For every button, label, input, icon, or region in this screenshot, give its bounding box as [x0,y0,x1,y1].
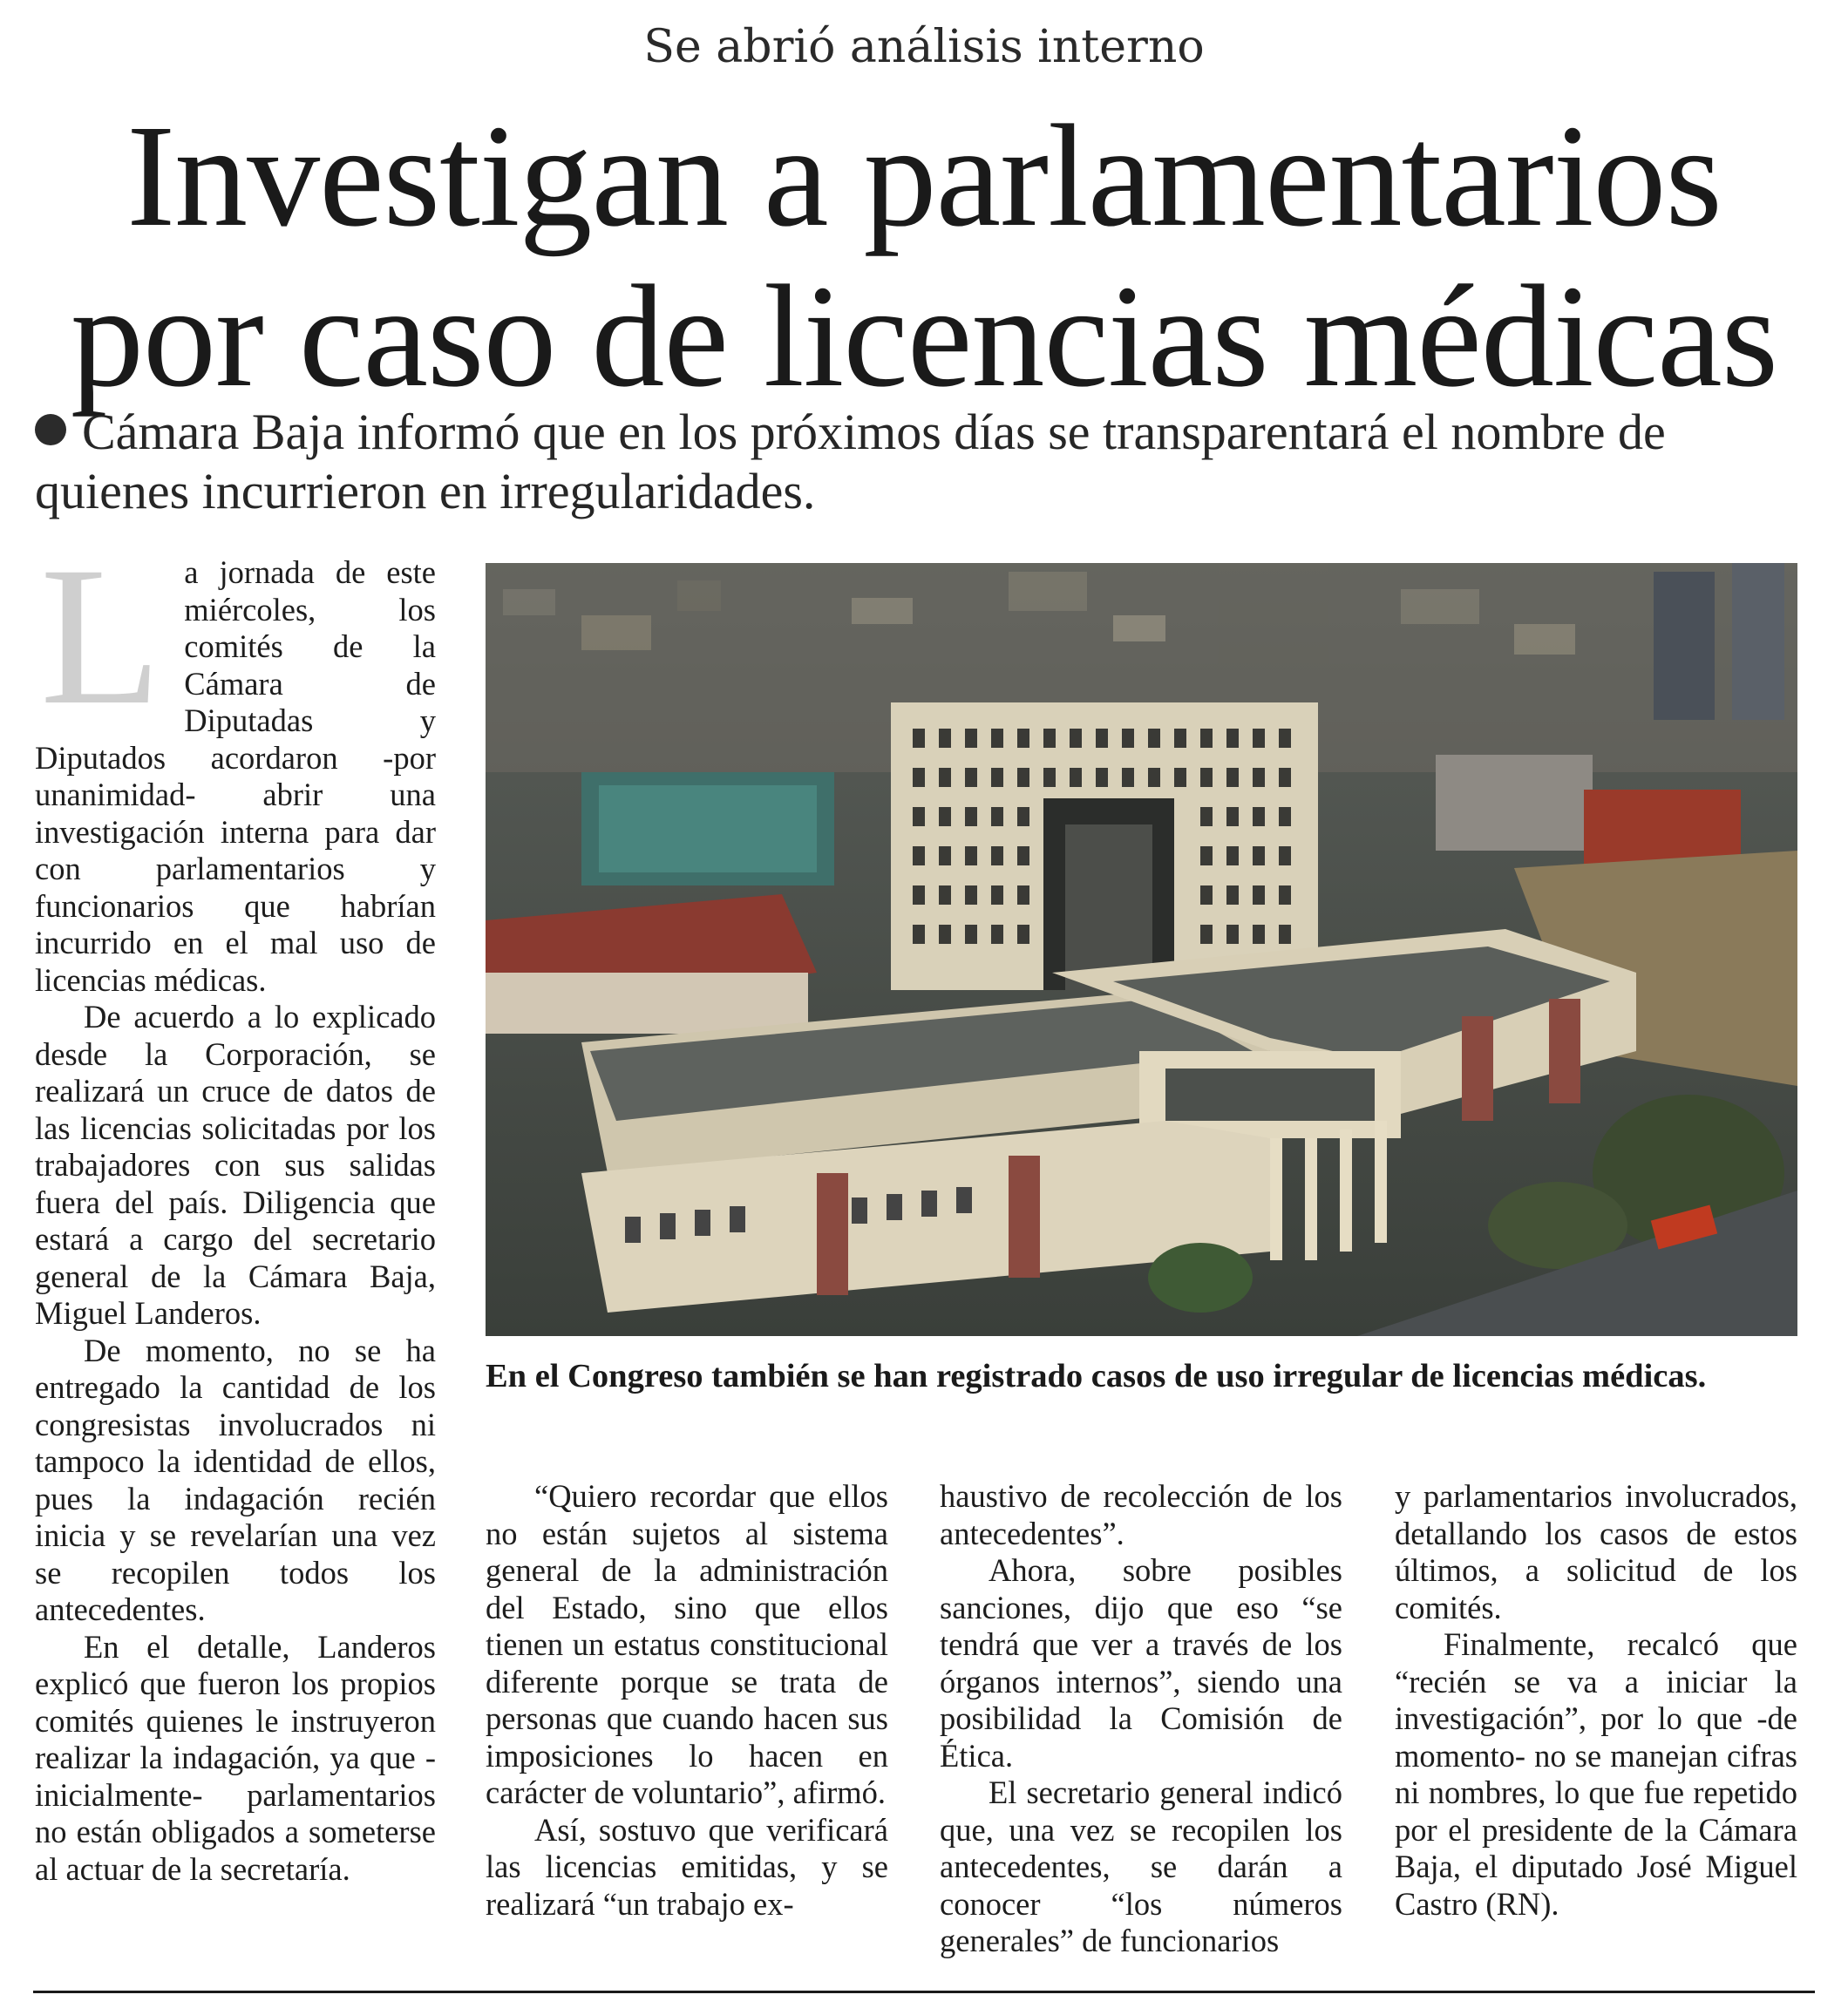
congress-building-photo [486,563,1797,1336]
kicker: Se abrió análisis interno [643,21,1205,73]
paragraph: “Quiero recordar que ellos no están sujetos al sistema general de la administración del Estado, sino que ellos tienen un estatus constitucional diferente porque se trata de personas que cuando hacen sus imposiciones lo hacen en carácter de voluntario”, afirmó. [486,1478,888,1810]
paragraph: De acuerdo a lo explicado desde la Corporación, se realizará un cruce de datos de las licencias solicitadas por los trabajadores con sus salidas fuera del país. Diligencia que estará a cargo del secretario general de la Cámara Baja, Miguel Landeros. [35,999,436,1331]
bottom-rule [33,1991,1815,1993]
drop-cap: L [40,526,162,746]
bullet-icon [35,414,66,445]
paragraph: La jornada de este miércoles, los comités de la Cámara de Diputadas y Diputados acordaron -por unanimidad- abrir una investigación interna para dar con parlamentarios y funcionarios que habrían incurrido en el mal uso de licencias médicas. [35,526,436,998]
paragraph: De momento, no se ha entregado la cantidad de los congresistas involucrados ni tampoco la identidad de ellos, pues la indagación recién inicia y se revelarían una vez se recopilen todos los antecedentes. [35,1332,436,1627]
paragraph: y parlamentarios involucrados, detallando los casos de estos últimos, a solicitud de los comités. [1395,1478,1797,1625]
headline-line-1: Investigan a parlamentarios [126,95,1722,257]
deck-text: Cámara Baja informó que en los próximos días se transparentará el nombre de quienes incurrieron en irregularidades. [35,404,1666,519]
paragraph: Ahora, sobre posibles sanciones, dijo que eso “se tendrá que ver a través de los órganos internos”, siendo una posibilidad la Comisión de Ética. [940,1552,1342,1774]
photo-caption: En el Congreso también se han registrado casos de uso irregular de licencias médicas. [486,1358,1707,1394]
deck [35,403,1813,521]
headline-line-2: por caso de licencias médicas [70,255,1778,417]
paragraph: haustivo de recolección de los antecedentes”. [940,1478,1342,1551]
body-column-4 [1395,1478,1797,1923]
headline [26,96,1822,417]
paragraph: En el detalle, Landeros explicó que fueron los propios comités quienes le instruyeron realizar la indagación, ya que -inicialmente- parlamentarios no están obligados a someterse al actuar de la secretaría. [35,1628,436,1887]
body-column-2 [486,1478,888,1923]
paragraph: Finalmente, recalcó que “recién se va a iniciar la investigación”, por lo que -de momento- no se manejan cifras ni nombres, lo que fue repetido por el presidente de la Cámara Baja, el diputado José Miguel Castro (RN). [1395,1626,1797,1922]
paragraph: El secretario general indicó que, una vez se recopilen los antecedentes, se darán a conocer “los números generales” de funcionarios [940,1774,1342,1958]
body-column-3 [940,1478,1342,1960]
body-column-1 [35,526,436,1888]
paragraph: Así, sostuvo que verificará las licencias emitidas, y se realizará “un trabajo ex- [486,1811,888,1922]
